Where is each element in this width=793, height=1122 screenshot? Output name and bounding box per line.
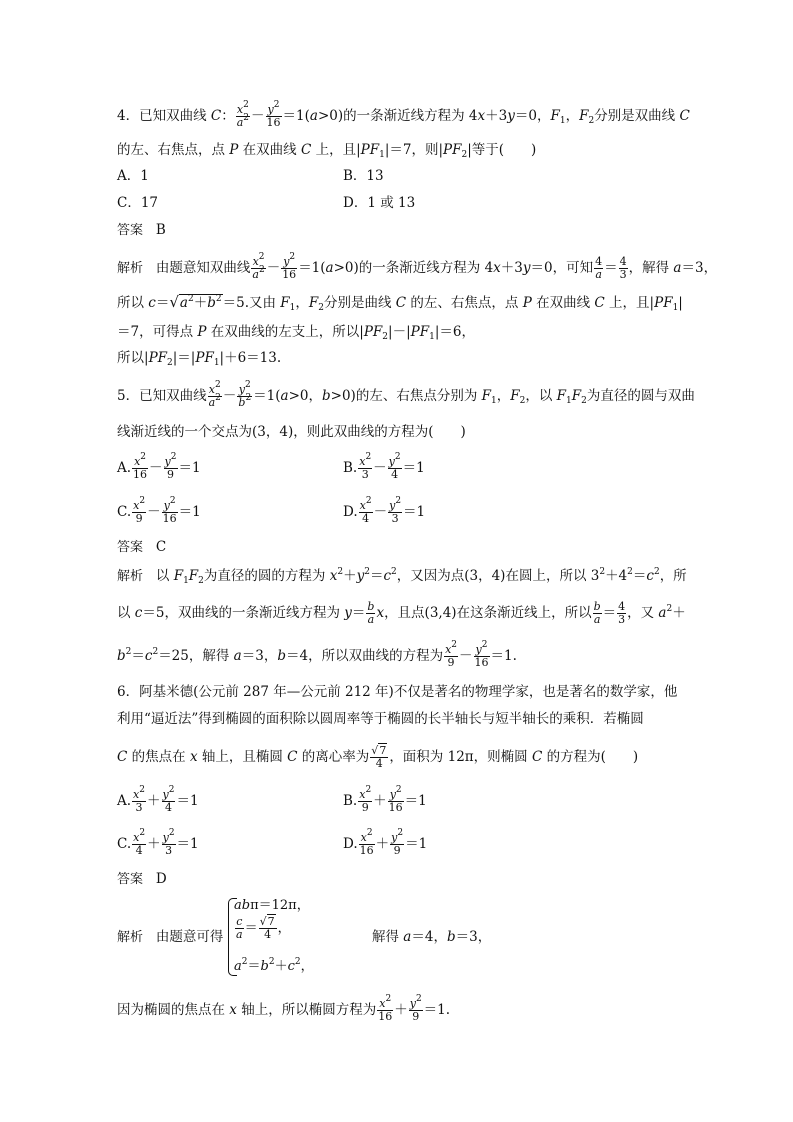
q5-solution-line-2: 以 c＝5，双曲线的一条渐近线方程为 y＝ $\frac{b}{a}$ x，且点(3,4)在这条渐近线上，所以 $\frac{b}{a}$ ＝ $\frac{4}{3}$ ，又 $a^2+$ (117, 600, 686, 626)
fraction: $\frac{y^2}{16}$ (388, 785, 403, 814)
fraction: $\frac{y^2}{16}$ (282, 252, 297, 281)
q4-answer: 答案 B (117, 222, 166, 238)
q4-option-c: C．17 (117, 195, 159, 211)
q4-solution-line-3: ＝7，可得点 P 在双曲线的左支上，所以$|PF_2|-|PF_1|=6$， (117, 324, 475, 342)
fraction: $\frac{y^2}{9}$ (409, 994, 422, 1023)
q6-solution-intro: 解析 由题意可得 (117, 929, 224, 945)
fraction: $\frac{b}{a}$ (367, 600, 375, 626)
q5-option-d: D. $\frac{x^2}{4}$ － $\frac{y^2}{3}$ ＝1 (343, 496, 426, 525)
fraction: $\frac{x^2}{a^2}$ (236, 100, 250, 129)
fraction: $\frac{x^2}{9}$ (133, 496, 146, 525)
fraction: $\frac{x^2}{9}$ (359, 785, 372, 814)
fraction: $\frac{x^2}{a^2}$ (252, 252, 265, 281)
fraction: $\frac{x^2}{4}$ (359, 496, 372, 525)
fraction: $\frac{x^2}{a^2}$ (208, 380, 221, 409)
fraction: $\frac{√7}{4}$ (371, 744, 387, 770)
fraction: $\frac{y^2}{9}$ (164, 452, 177, 481)
q6-option-d: D. $\frac{x^2}{16}$ ＋ $\frac{y^2}{9}$ ＝1 (343, 828, 428, 857)
fraction: $\frac{y^2}{b^2}$ (238, 380, 252, 409)
fraction: $\frac{y^2}{16}$ (162, 496, 177, 525)
fraction: $\frac{4}{3}$ (619, 255, 627, 281)
q6-stem-line-3: C 的焦点在 x 轴上，且椭圆 C 的离心率为 $\frac{√7}{4}$ ，面积为 12π，则椭圆 C 的方程为( ) (117, 744, 639, 770)
fraction: $\frac{√7}{4}$ (259, 915, 275, 941)
fraction: $\frac{c}{a}$ (236, 915, 243, 941)
fraction: $\frac{y^2}{4}$ (388, 452, 401, 481)
q6-solution-conclusion: 因为椭圆的焦点在 x 轴上，所以椭圆方程为 $\frac{x^2}{16}$ ＋ $\frac{y^2}{9}$ ＝1. (117, 994, 451, 1023)
fraction: $\frac{x^2}{16}$ (378, 994, 393, 1023)
system-equation-3: $a^2=b^2+c^2$， (234, 957, 314, 974)
fraction: $\frac{y^2}{4}$ (162, 785, 175, 814)
q6-stem-line-2: 利用“逼近法”得到椭圆的面积除以圆周率等于椭圆的长半轴长与短半轴长的乘积．若椭圆 (117, 711, 644, 727)
q5-option-a: A. $\frac{x^2}{16}$ － $\frac{y^2}{9}$ ＝1 (117, 452, 201, 481)
system-equation-2: $\frac{c}{a}$ ＝ $\frac{√7}{4}$ ， (236, 915, 291, 941)
q4-option-b: B．13 (343, 168, 384, 184)
fraction: $\frac{x^2}{3}$ (133, 785, 145, 814)
fraction: $\frac{x^2}{16}$ (133, 452, 148, 481)
q6-option-b: B. $\frac{x^2}{9}$ ＋ $\frac{y^2}{16}$ ＝1 (343, 785, 427, 814)
q6-option-c: C. $\frac{x^2}{4}$ ＋ $\frac{y^2}{3}$ ＝1 (117, 828, 199, 857)
fraction: $\frac{y^2}{3}$ (162, 828, 175, 857)
fraction: $\frac{y^2}{9}$ (391, 828, 404, 857)
fraction: $\frac{4}{a}$ (595, 255, 603, 281)
fraction: $\frac{x^2}{3}$ (359, 452, 372, 481)
q6-answer: 答案 D (117, 871, 167, 887)
q6-option-a: A. $\frac{x^2}{3}$ ＋ $\frac{y^2}{4}$ ＝1 (117, 785, 199, 814)
q5-option-b: B. $\frac{x^2}{3}$ － $\frac{y^2}{4}$ ＝1 (343, 452, 425, 481)
q5-stem-line-2: 线渐近线的一个交点为(3，4)，则此双曲线的方程为( ) (117, 424, 466, 440)
fraction: $\frac{x^2}{16}$ (359, 828, 374, 857)
q5-answer: 答案 C (117, 539, 167, 555)
q5-option-c: C. $\frac{x^2}{9}$ － $\frac{y^2}{16}$ ＝1 (117, 496, 201, 525)
fraction: $\frac{y^2}{3}$ (389, 496, 402, 525)
fraction: $\frac{y^2}{16}$ (474, 640, 489, 669)
q4-solution-line-1: 解析 由题意知双曲线 $\frac{x^2}{a^2}$ － $\frac{y^2}{16}$ ＝1(a>0)的一条渐近线方程为 4x＋3y＝0，可知 $\frac{4}{a}$ ＝ $\frac{4}{3}$ ，解得 a＝3， (117, 252, 718, 281)
q5-solution-line-3: $b^2=c^2=25$，解得 a＝3，b＝4，所以双曲线的方程为 $\frac{x^2}{9}$ － $\frac{y^2}{16}$ ＝1. (117, 640, 517, 669)
fraction: $\frac{4}{3}$ (618, 600, 626, 626)
q4-stem-line-2: 的左、右焦点，点 P 在双曲线 C 上，且$|PF_1|=7$，则$|PF_2|$等于( ) (117, 142, 537, 160)
q6-solution-result: 解得 a＝4，b＝3， (372, 929, 492, 945)
fraction: $\frac{x^2}{4}$ (133, 828, 146, 857)
q4-stem-line-1: 4．已知双曲线 C： $\frac{x^2}{a^2}$ － $\frac{y^2}{16}$ ＝1(a>0)的一条渐近线方程为 4x＋3y＝0，$F_1$，$F_2$分别是双曲线 C (117, 100, 690, 129)
q4-option-a: A．1 (117, 168, 149, 184)
q4-option-d: D．1 或 13 (343, 195, 416, 211)
fraction: $\frac{b}{a}$ (593, 600, 601, 626)
fraction: $\frac{y^2}{16}$ (266, 100, 281, 129)
q4-solution-line-4: 所以$|PF_2|=|PF_1|+6=13$. (117, 350, 282, 368)
q5-stem-line-1: 5．已知双曲线 $\frac{x^2}{a^2}$ － $\frac{y^2}{b^2}$ ＝1(a>0，b>0)的左、右焦点分别为 $F_1$，$F_2$，以 $F_1F_2$为直径的圆与双曲 (117, 380, 695, 409)
q5-solution-line-1: 解析 以 $F_1F_2$为直径的圆的方程为 $x^2+y^2=c^2$，又因为点(3，4)在圆上，所以 $3^2+4^2=c^2$，所 (117, 567, 687, 586)
fraction: $\frac{x^2}{9}$ (445, 640, 458, 669)
q4-solution-line-2: 所以 $c=√a^2+b^2=5$.又由 $F_1$，$F_2$分别是曲线 C 的左、右焦点，点 P 在双曲线 C 上，且$|PF_1|$ (117, 293, 683, 313)
system-equation-1: abπ＝12π， (234, 898, 310, 913)
q6-stem-line-1: 6．阿基米德(公元前 287 年—公元前 212 年)不仅是著名的物理学家，也是著名的数学家，他 (117, 684, 678, 700)
